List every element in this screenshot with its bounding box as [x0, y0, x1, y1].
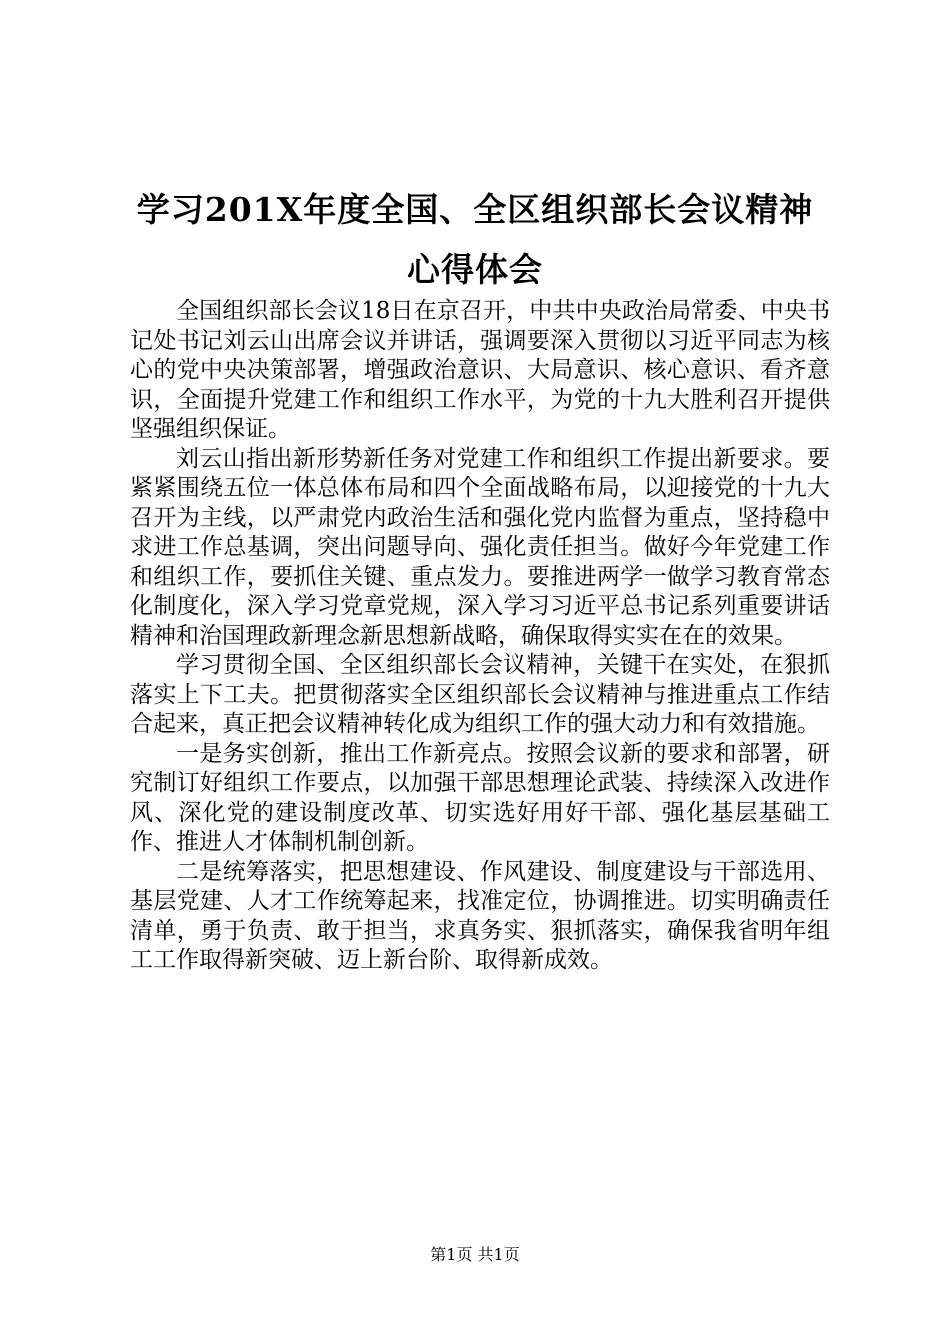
document-title-line-2: 心得体会 [407, 250, 543, 289]
paragraph-2: 刘云山指出新形势新任务对党建工作和组织工作提出新要求。要紧紧围绕五位一体总体布局和四个全面战略布局，以迎接党的十九大召开为主线，以严肃党内政治生活和强化党内监督为重点，坚持稳中求进工作总基调，突出问题导向、强化责任担当。做好今年党建工作和组织工作，要抓住关键、重点发力。要推进两学一做学习教育常态化制度化，深入学习党章党规，深入学习习近平总书记系列重要讲话精神和治国理政新理念新思想新战略，确保取得实实在在的效果。 [130, 445, 830, 649]
page-footer: 第1页 共1页 [430, 1245, 520, 1264]
paragraph-5: 二是统筹落实，把思想建设、作风建设、制度建设与干部选用、基层党建、人才工作统筹起来，找准定位，协调推进。切实明确责任清单，勇于负责、敢于担当，求真务实、狠抓落实，确保我省明年组工工作取得新突破、迈上新台阶、取得新成效。 [130, 858, 830, 973]
document-body [130, 297, 830, 976]
paragraph-4: 一是务实创新，推出工作新亮点。按照会议新的要求和部署，研究制订好组织工作要点，以加强干部思想理论武装、持续深入改进作风、深化党的建设制度改革、切实选好用好干部、强化基层基础工作、推进人才体制机制创新。 [130, 740, 830, 855]
document-title-line-1: 学习201X年度全国、全区组织部长会议精神 [136, 190, 814, 229]
paragraph-3: 学习贯彻全国、全区组织部长会议精神，关键干在实处，在狠抓落实上下工夫。把贯彻落实全区组织部长会议精神与推进重点工作结合起来，真正把会议精神转化成为组织工作的强大动力和有效措施。 [130, 652, 830, 737]
paragraph-1: 全国组织部长会议18日在京召开，中共中央政治局常委、中央书记处书记刘云山出席会议并讲话，强调要深入贯彻以习近平同志为核心的党中央决策部署，增强政治意识、大局意识、核心意识、看齐意识，全面提升党建工作和组织工作水平，为党的十九大胜利召开提供坚强组织保证。 [130, 298, 830, 442]
